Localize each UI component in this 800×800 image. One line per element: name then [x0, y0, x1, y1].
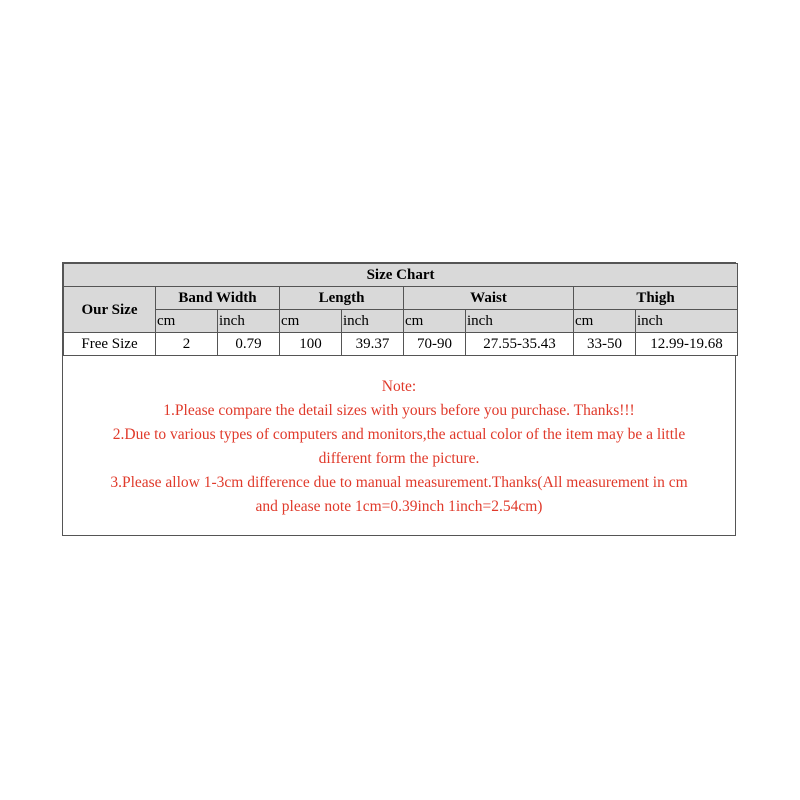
header-waist: Waist: [404, 287, 574, 310]
unit-band-cm: cm: [156, 310, 218, 333]
unit-waist-inch: inch: [466, 310, 574, 333]
header-band-width: Band Width: [156, 287, 280, 310]
note-heading: Note:: [381, 378, 417, 395]
unit-thigh-inch: inch: [636, 310, 738, 333]
unit-thigh-cm: cm: [574, 310, 636, 333]
unit-length-cm: cm: [280, 310, 342, 333]
value-length-cm: 100: [280, 333, 342, 356]
value-band-inch: 0.79: [218, 333, 280, 356]
value-waist-inch: 27.55-35.43: [466, 333, 574, 356]
note-line-3b: and please note 1cm=0.39inch 1inch=2.54cm): [255, 498, 543, 515]
size-chart: [62, 262, 736, 536]
size-chart-title: Size Chart: [64, 264, 738, 287]
value-thigh-inch: 12.99-19.68: [636, 333, 738, 356]
value-waist-cm: 70-90: [404, 333, 466, 356]
unit-length-inch: inch: [342, 310, 404, 333]
size-table: [63, 263, 738, 356]
value-band-cm: 2: [156, 333, 218, 356]
table-row: [64, 333, 738, 356]
header-length: Length: [280, 287, 404, 310]
unit-waist-cm: cm: [404, 310, 466, 333]
note-line-1: 1.Please compare the detail sizes with yours before you purchase. Thanks!!!: [163, 402, 635, 419]
value-length-inch: 39.37: [342, 333, 404, 356]
note-line-2a: 2.Due to various types of computers and monitors,the actual color of the item may be a little: [112, 426, 686, 443]
header-our-size: Our Size: [64, 287, 156, 333]
row-size-label: Free Size: [64, 333, 156, 356]
note-line-2b: different form the picture.: [318, 450, 480, 467]
notes-section: [63, 359, 735, 535]
unit-band-inch: inch: [218, 310, 280, 333]
header-thigh: Thigh: [574, 287, 738, 310]
value-thigh-cm: 33-50: [574, 333, 636, 356]
note-line-3a: 3.Please allow 1-3cm difference due to manual measurement.Thanks(All measurement in cm: [110, 474, 688, 491]
